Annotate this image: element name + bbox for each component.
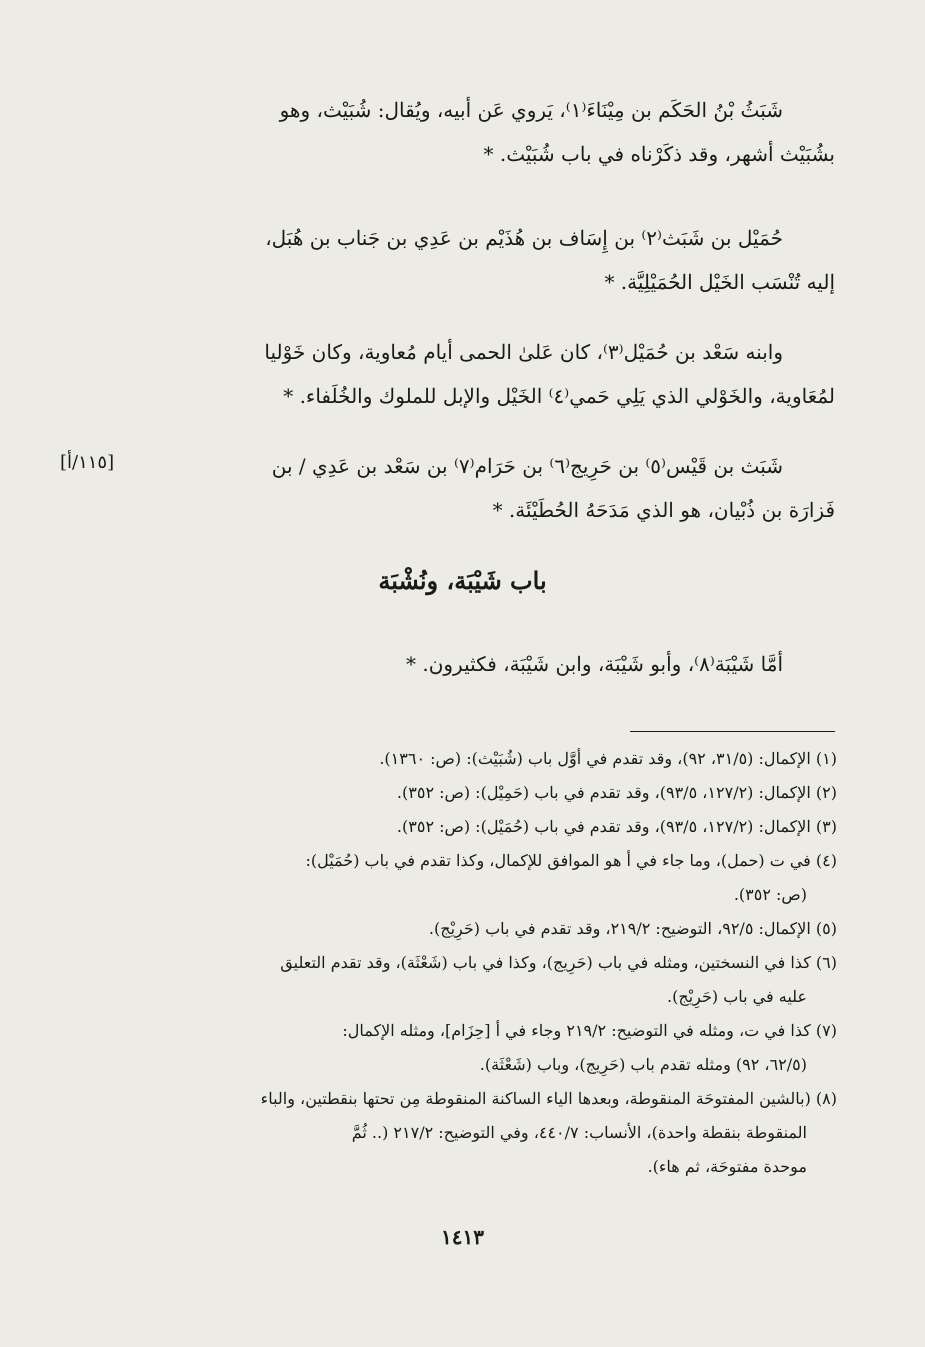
footnote-2: (٢) الإكمال: (١٢٧/٢، ٩٣/٥)، وقد تقدم في باب (حَمِيْل): (ص: ٣٥٢).: [396, 783, 837, 802]
entry-line: إليه تُنْسَب الخَيْل الحُمَيْلِيَّة. *: [604, 270, 835, 294]
footnote-separator: [630, 731, 835, 732]
section-heading: باب شَيْبَة، ونُشْبَة: [378, 566, 547, 595]
entry-humayl-ibn-shabath: [135, 216, 835, 304]
entry-saad-ibn-humayl: [135, 330, 835, 418]
entry-line: شَبَث بن قَيْس⁽٥⁾ بن حَرِيج⁽٦⁾ بن حَرَام⁽٧⁾ بن سَعْد بن عَدِي / بن: [271, 454, 783, 478]
footnote-4-continuation: (ص: ٣٥٢).: [733, 885, 807, 904]
footnotes: [132, 742, 837, 1184]
entry-line: بشُبَيْث أشهر، وقد ذكَرْناه في باب شُبَيْث. *: [483, 142, 835, 166]
footnote-7: (٧) كذا في ت، ومثله في التوضيح: ٢١٩/٢ وجاء في أ [حِزَام]، ومثله الإكمال:: [342, 1021, 837, 1040]
footnote-8-continuation: موحدة مفتوحَة، ثم هاء).: [647, 1157, 807, 1176]
footnote-3: (٣) الإكمال: (١٢٧/٢، ٩٣/٥)، وقد تقدم في باب (حُمَيْل): (ص: ٣٥٢).: [396, 817, 837, 836]
entry-line: وابنه سَعْد بن حُمَيْل⁽٣⁾، كان عَلىٰ الحمى أيام مُعاوية، وكان خَوْليا: [264, 340, 783, 364]
footnote-6-continuation: عليه في باب (حَرِيْج).: [667, 987, 807, 1006]
footnote-7-continuation: (٦٢/٥، ٩٢) ومثله تقدم باب (حَرِيج)، وباب (شَعْثَة).: [479, 1055, 807, 1074]
entry-line: فَزارَة بن ذُبْيان، هو الذي مَدَحَهُ الحُطَيْئَة. *: [492, 498, 835, 522]
footnote-6: (٦) كذا في النسختين، ومثله في باب (حَرِيج)، وكذا في باب (شَعْثَة)، وقد تقدم التعليق: [280, 953, 837, 972]
page-number: ١٤١٣: [441, 1225, 484, 1249]
entry-shayba: [135, 642, 835, 686]
footnote-1: (١) الإكمال: (٣١/٥، ٩٢)، وقد تقدم في أوَّل باب (شُبَيْث): (ص: ١٣٦٠).: [379, 749, 837, 768]
entry-shabath-ibn-al-hakam: [135, 88, 835, 176]
footnote-4: (٤) في ت (حمل)، وما جاء في أ هو الموافق للإكمال، وكذا تقدم في باب (حُمَيْل):: [305, 851, 837, 870]
manuscript-folio-reference: [١١٥/أ]: [60, 452, 115, 473]
entry-line: أمَّا شَيْبَة⁽٨⁾، وأبو شَيْبَة، وابن شَيْبَة، فكثيرون. *: [406, 652, 783, 676]
footnote-5: (٥) الإكمال: ٩٢/٥، التوضيح: ٢١٩/٢، وقد تقدم في باب (حَرِيْج).: [428, 919, 837, 938]
entry-line: شَبَثُ بْنُ الحَكَم بن مِيْنَاءَ⁽١⁾، يَروي عَن أبيه، ويُقال: شُبَيْث، وهو: [279, 98, 783, 122]
entry-line: لمُعَاوية، والخَوْلي الذي يَلِي حَمي⁽٤⁾ الخَيْل والإبل للملوك والخُلَفاء. *: [283, 384, 835, 408]
footnote-8: (٨) (بالشين المفتوحَة المنقوطة، وبعدها الياء الساكنة المنقوطة مِن تحتها بنقطتين، والباء: [260, 1089, 837, 1108]
entry-line: حُمَيْل بن شَبَث⁽٢⁾ بن إِسَاف بن هُذَيْم بن عَدِي بن جَناب بن هُبَل،: [265, 226, 783, 250]
footnote-8-continuation: المنقوطة بنقطة واحدة)، الأنساب: ٤٤٠/٧، وفي التوضيح: ٢١٧/٢ (.. ثُمَّ: [351, 1123, 807, 1142]
entry-shabath-ibn-qays: [135, 444, 835, 532]
